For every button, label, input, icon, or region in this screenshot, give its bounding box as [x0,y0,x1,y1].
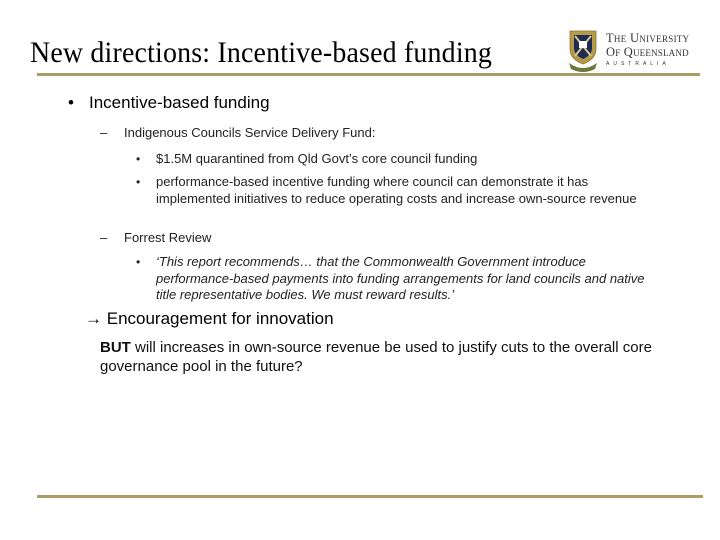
bullet-marker: • [136,175,141,189]
bullet-incentive-funding: Incentive-based funding [89,93,270,112]
university-crest-icon [567,29,599,72]
slide-title: New directions: Incentive-based funding [30,36,493,69]
dash-marker: – [100,230,108,245]
university-wordmark [606,31,689,69]
wordmark-line-1: The University [606,31,690,45]
question-paragraph [100,338,700,376]
list-item-performance-funding: performance-based incentive funding where council can demonstrate it has implemented initiatives to reduce operating costs and increase own-source revenue [156,174,637,206]
arrow-right-icon: → [85,309,102,328]
bullet-marker: • [136,255,141,269]
list-item-forrest-quote: ‘This report recommends… that the Commonwealth Government introduce performance-based payments into funding arrangements for land councils and native title representative bodies. We must reward results.’ [156,254,645,302]
conclusion-line [85,309,334,329]
conclusion-text: Encouragement for innovation [106,309,334,328]
bullet-marker: • [136,152,141,166]
header-rule [37,73,700,76]
wordmark-country: AUSTRALIA [606,61,670,67]
sub-bullet-forrest-review: Forrest Review [124,230,212,245]
dash-marker: – [100,125,108,140]
list-item-quarantined: $1.5M quarantined from Qld Govt’s core council funding [156,151,478,166]
question-text: will increases in own-source revenue be used to justify cuts to the overall core governance pool in the future? [100,339,652,375]
sub-bullet-fund: Indigenous Councils Service Delivery Fund: [124,125,376,140]
bullet-marker: • [68,93,74,112]
question-emphasis: BUT [100,339,131,356]
footer-rule [37,495,703,498]
wordmark-line-2: Of Queensland [606,45,689,59]
